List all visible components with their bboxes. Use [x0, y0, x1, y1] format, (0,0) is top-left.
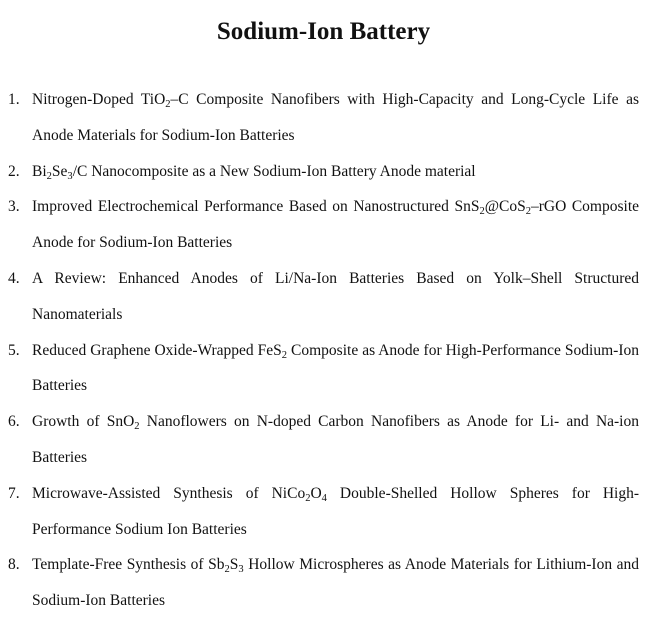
reference-item — [8, 404, 639, 476]
reference-number: 1. — [8, 91, 20, 108]
reference-number: 2. — [8, 162, 20, 180]
reference-title-text: Template-Free Synthesis of Sb — [32, 556, 225, 574]
reference-title-text: S — [229, 556, 239, 574]
subscript: 2 — [479, 206, 485, 218]
page-title: Sodium-Ion Battery — [216, 18, 431, 45]
reference-list — [8, 82, 639, 619]
reference-title-text: Double-Shelled Hollow Spheres for High-Performance Sodium Ion Batteries — [32, 484, 640, 538]
reference-item — [8, 476, 639, 548]
reference-title-text: Hollow Microspheres as Anode Materials for Lithium-Ion and Sodium-Ion Batteries — [32, 556, 640, 610]
reference-title-text: Growth of SnO — [32, 413, 135, 431]
reference-number: 4. — [8, 269, 20, 287]
reference-title-text: O — [310, 484, 322, 502]
reference-number: 6. — [8, 413, 20, 431]
reference-number: 3. — [8, 198, 20, 216]
reference-number: 8. — [8, 556, 20, 574]
reference-title-text: A Review: Enhanced Anodes of Li/Na-Ion Batteries Based on Yolk–Shell Structured Nanomaterials — [32, 269, 639, 323]
reference-title — [32, 547, 639, 619]
reference-title — [32, 82, 639, 154]
reference-title — [32, 154, 639, 190]
reference-item — [8, 189, 639, 261]
reference-title-text: Reduced Graphene Oxide-Wrapped FeS — [32, 341, 282, 359]
subscript: 2 — [224, 564, 230, 576]
subscript: 4 — [321, 492, 327, 504]
reference-title-text: Nitrogen-Doped TiO — [32, 91, 166, 108]
subscript: 3 — [238, 564, 244, 576]
reference-title-text: @CoS — [484, 198, 526, 216]
reference-item — [8, 547, 639, 619]
reference-title — [32, 333, 639, 405]
reference-number: 7. — [8, 484, 20, 502]
reference-title-text: Bi — [32, 162, 47, 180]
subscript: 2 — [525, 206, 531, 218]
reference-title — [32, 189, 639, 261]
subscript: 2 — [134, 421, 140, 433]
subscript: 2 — [281, 349, 288, 361]
reference-title-text: /C Nanocomposite as a New Sodium-Ion Battery Anode material — [72, 162, 476, 180]
reference-item — [8, 261, 639, 333]
reference-title-text: Microwave-Assisted Synthesis of NiCo — [32, 484, 306, 502]
subscript: 3 — [67, 170, 73, 182]
reference-item — [8, 333, 639, 405]
reference-title-text: Se — [51, 162, 68, 180]
reference-title — [32, 261, 639, 333]
reference-title-text: –rGO Composite Anode for Sodium-Ion Batteries — [32, 198, 640, 252]
reference-number: 5. — [8, 341, 20, 359]
reference-item — [8, 82, 639, 154]
reference-item — [8, 154, 639, 190]
subscript: 2 — [165, 98, 171, 110]
reference-title — [32, 476, 639, 548]
reference-title — [32, 404, 639, 476]
reference-title-text: Improved Electrochemical Performance Based on Nanostructured SnS — [32, 198, 480, 216]
reference-title-text: Nanoflowers on N-doped Carbon Nanofibers as Anode for Li- and Na-ion Batteries — [32, 413, 639, 466]
subscript: 2 — [46, 170, 52, 182]
reference-title-text: Composite as Anode for High-Performance Sodium-Ion Batteries — [32, 341, 639, 395]
reference-title-text: –C Composite Nanofibers with High-Capacity and Long-Cycle Life as Anode Materials for Sodium-Ion Batteries — [32, 91, 639, 144]
subscript: 2 — [305, 492, 311, 504]
